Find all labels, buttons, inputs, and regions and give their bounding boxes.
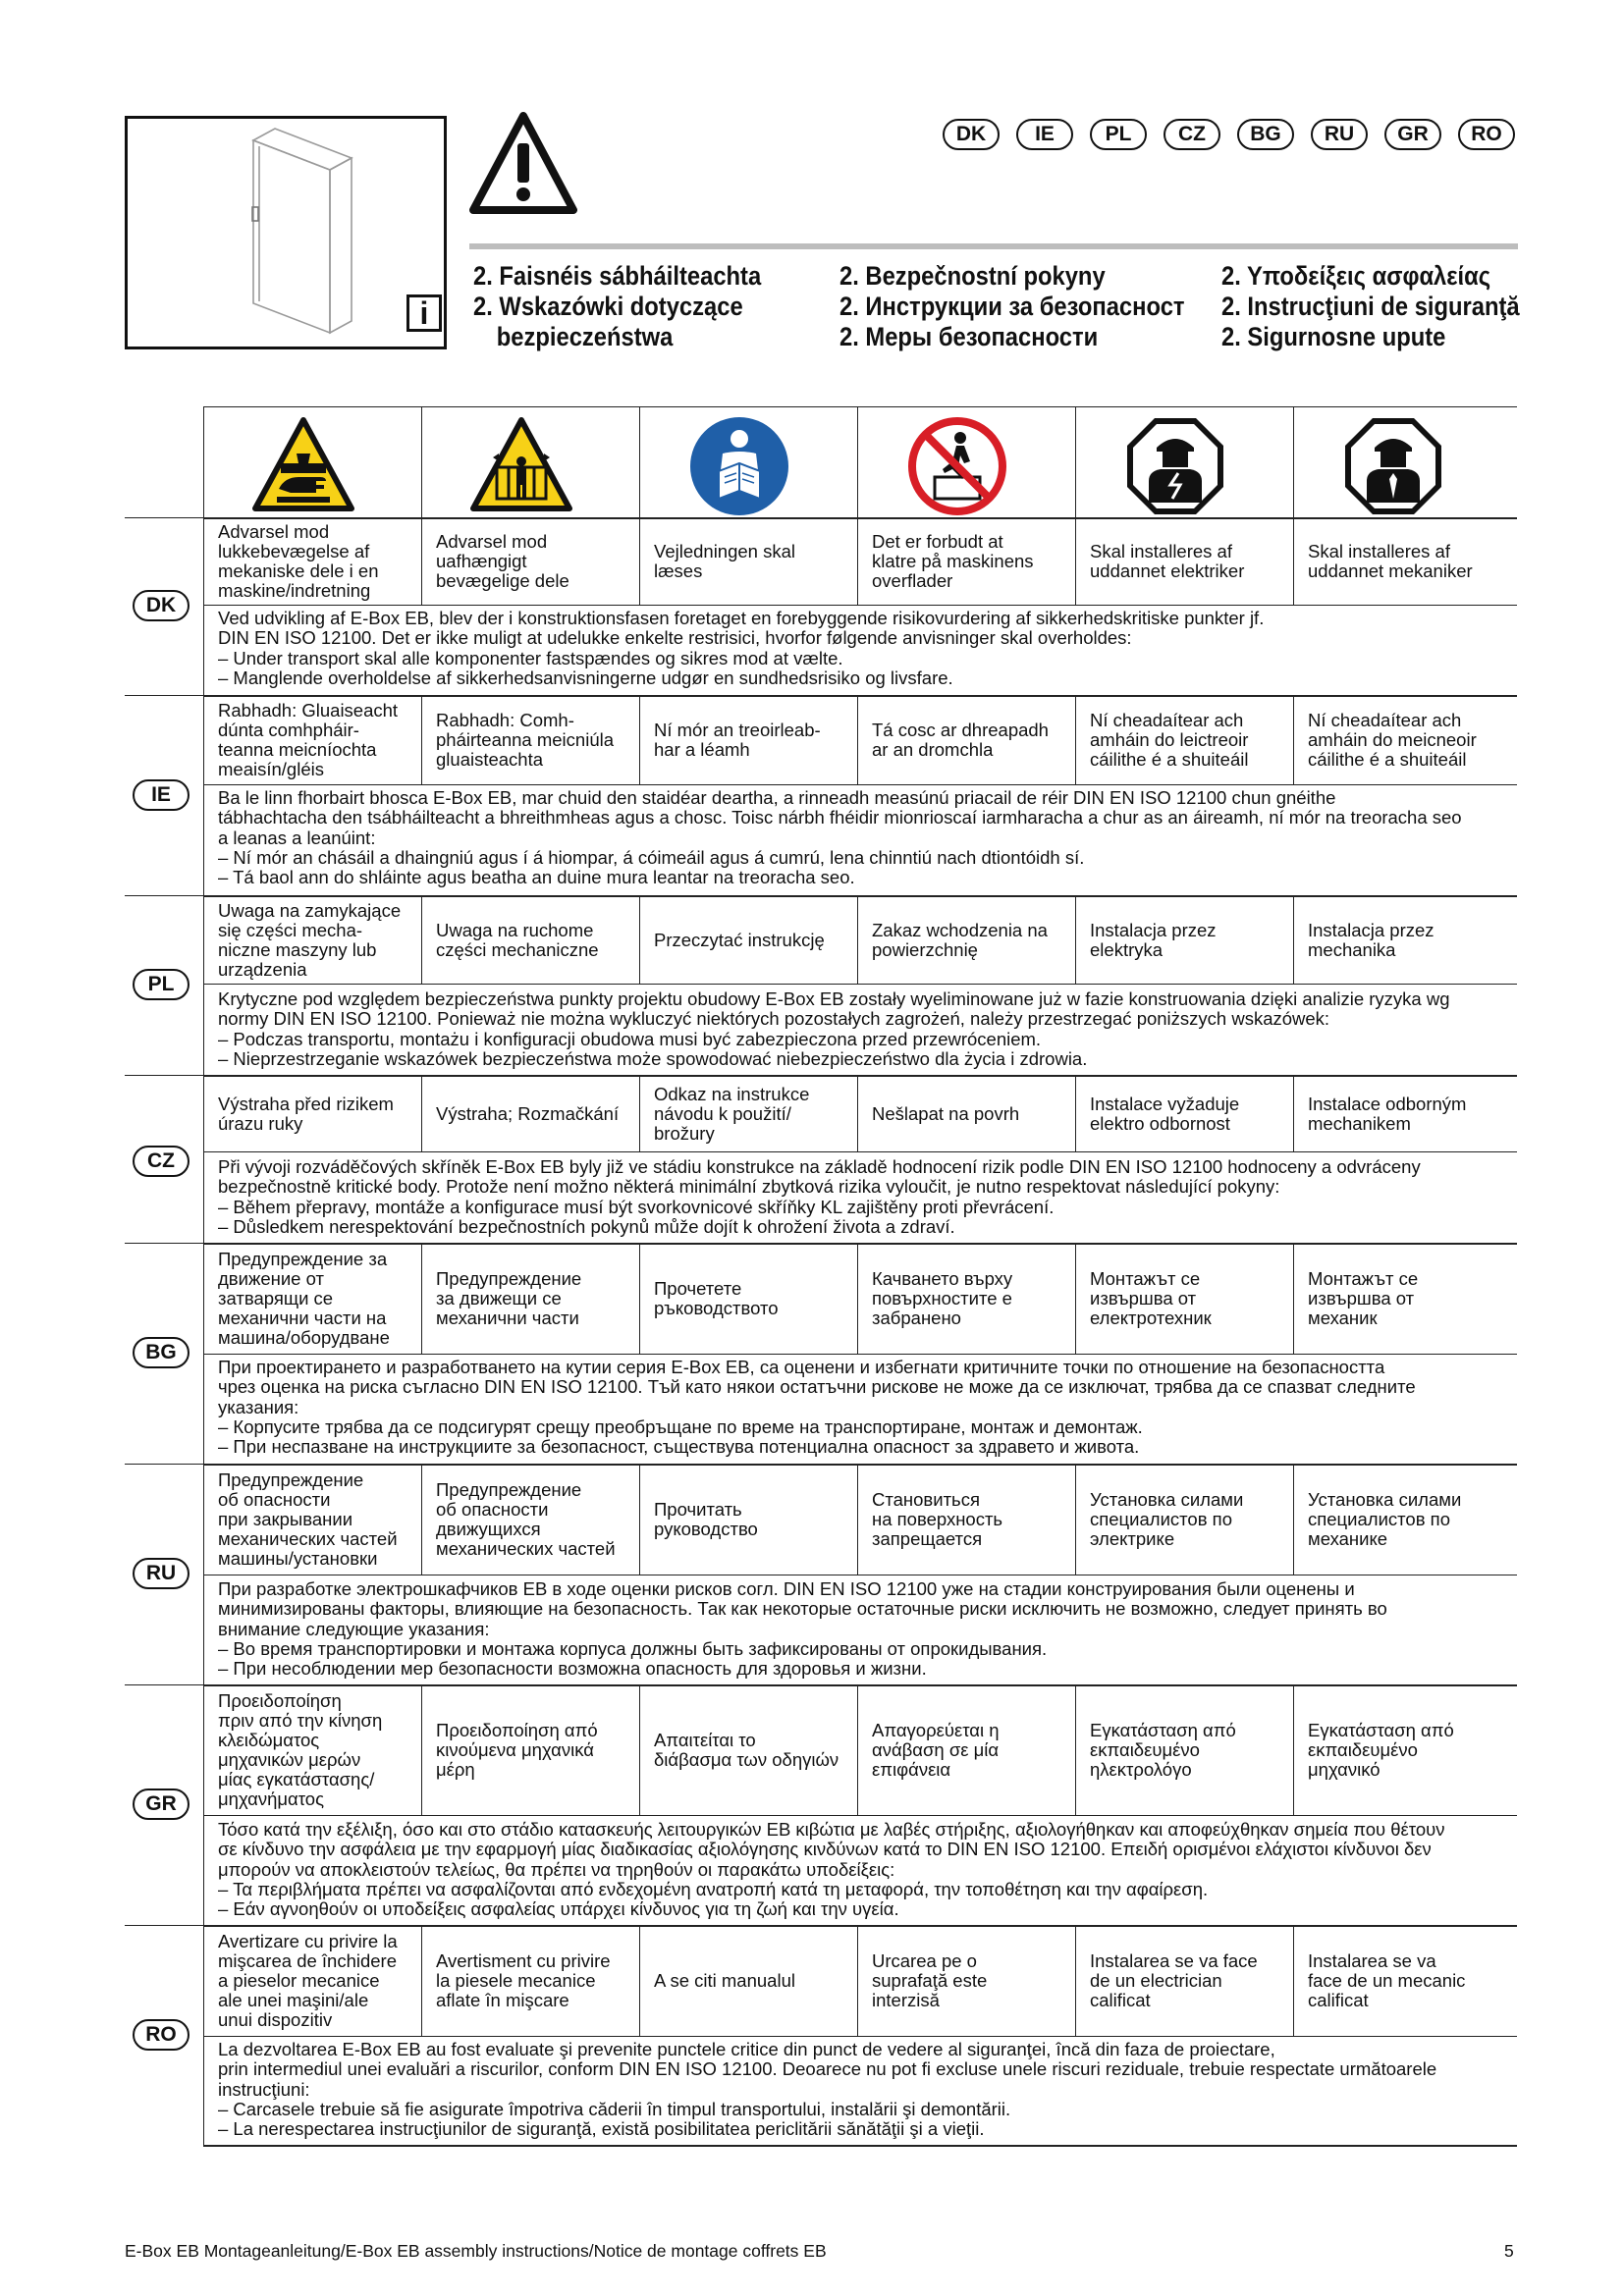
bg-cell-4: Качването върху повърхностите е забранено — [872, 1268, 1013, 1328]
title-pl: 2. Wskazówki dotyczące — [473, 292, 743, 321]
pl-cell-6: Instalacja przez mechanika — [1308, 919, 1435, 960]
pl-cell-5: Instalacja przez elektryka — [1090, 919, 1217, 960]
ru-text: При разработке электрошкафчиков EB в ходе оценки рисков согл. DIN EN ISO 12100 уже на стадии конструирования были оценены и минимизированы факторы, влияющие на безопасность. Так как некоторые остаточные риски исключить не возможно, следует принять во внимание следующие указания: – Во время транспортировки и монтажа корпуса должны быть зафиксированы от опрокидывания. – При несоблюдении мер безопасности возможна опасность для здоровья и жизни. — [218, 1578, 1387, 1680]
pl-cell-1: Uwaga na zamykające się części mecha- niczne maszyny lub urządzenia — [218, 899, 402, 980]
title-gr: 2. Υποδείξεις ασφαλείας — [1221, 261, 1491, 291]
gr-cell-3: Απαιτείται το διάβασμα των οδηγιών — [654, 1730, 839, 1770]
page-number: 5 — [1504, 2241, 1514, 2261]
title-ga: 2. Faisnéis sábháilteachta — [473, 261, 762, 291]
ie-cell-5: Ní cheadaítear ach amháin do leictreoir cáilithe é a shuiteáil — [1090, 710, 1249, 770]
cz-cell-2: Výstraha; Rozmačkání — [436, 1102, 620, 1124]
lang-badge-pl: PL — [1090, 119, 1147, 150]
cz-text: Při vývoji rozváděčových skříněk E-Box EB byly již ve stádiu konstrukce na základě hodnocení rizik podle DIN EN ISO 12100 hodnoceny a odvráceny bezpečnostně kritické body. Protože není možno některá minimální zbytková rizika vyloučit, je nutno respektovat následující pokyny: – Během přepravy, montáže a konfigurace musí být svorkovnicové skříňky KL zajištěny proti převrácení. – Důsledkem nerespektování bezpečnostních pokynů může dojít k ohrožení života a zdraví. — [218, 1156, 1421, 1237]
title-column-1 — [473, 261, 761, 352]
title-pl-cont: bezpieczeństwa — [496, 322, 674, 351]
ie-cell-4: Tá cosc ar dhreapadh ar an dromchla — [872, 720, 1049, 760]
gr-cell-5: Εγκατάσταση από εκπαιδευμένο ηλεκτρολόγο — [1090, 1720, 1236, 1780]
cz-cell-6: Instalace odborným mechanikem — [1308, 1093, 1467, 1134]
cabinet-icon — [128, 119, 444, 347]
gr-cell-2: Προειδοποίηση από κινούμενα μηχανικά μέρη — [436, 1720, 598, 1780]
section-badge-dk: DK — [133, 590, 189, 621]
cz-cell-3: Odkaz na instrukce návodu k použití/ brožury — [654, 1083, 810, 1144]
crush-hand-warning-icon — [249, 412, 357, 520]
ro-cell-3: A se citi manualul — [654, 1970, 795, 1991]
dk-cell-4: Det er forbudt at klatre på maskinens overflader — [872, 531, 1034, 591]
ie-cell-2: Rabhadh: Comh- pháirteanna meicniúla gluaisteachta — [436, 710, 615, 770]
section-badge-pl: PL — [133, 969, 189, 1000]
bg-cell-2: Предупреждение за движещи се механични части — [436, 1268, 582, 1328]
ro-cell-5: Instalarea se va face de un electrician calificat — [1090, 1950, 1258, 2010]
lang-badge-gr: GR — [1384, 119, 1441, 150]
ie-cell-3: Ní mór an treoirleab- har a léamh — [654, 720, 821, 760]
ro-cell-1: Avertizare cu privire la mişcarea de închidere a pieselor mecanice ale unei maşini/ale unui dispozitiv — [218, 1931, 398, 2030]
ro-text: La dezvoltarea E-Box EB au fost evaluate şi prevenite punctele critice din punct de vedere al siguranţei, încă din faza de proiectare, prin intermediul unei evaluări a riscurilor, conform DIN EN ISO 12100. Deoarece nu pot fi excluse unele riscuri reziduale, trebuie respectate următoarele instrucţiuni: – Carcasele trebuie să fie asigurate împotriva căderii în timpul transportului, instalării şi demontării. – La nerespectarea instrucţiunilor de siguranţă, există posibilitatea periclitării sănătăţii şi a vieţii. — [218, 2039, 1437, 2140]
section-badge-gr: GR — [133, 1789, 189, 1820]
title-cz: 2. Bezpečnostní pokyny — [839, 261, 1106, 291]
lang-badge-bg: BG — [1237, 119, 1294, 150]
lang-badge-cz: CZ — [1164, 119, 1220, 150]
pl-cell-2: Uwaga na ruchome części mechaniczne — [436, 919, 599, 960]
title-ru: 2. Меры безопасности — [839, 322, 1099, 351]
gr-cell-4: Απαγορεύεται η ανάβαση σε μία επιφάνεια — [872, 1720, 1000, 1780]
gr-text: Τόσο κατά την εξέλιξη, όσο και στο στάδιο κατασκευής λειτουργικών EB κιβώτια με λαβές στήριξης, αξιολογήθηκαν και αποφεύχθηκαν σημεία που θέτουν σε κίνδυνο την ασφάλεια με την εφαρμογή μίας διαδικασίας αξιολόγησης κινδύνων κατά το DIN EN ISO 12100. Επειδή ορισμένοι ελάχιστοι κίνδυνοι δεν μπορούν να αποκλειστούν τελείως, θα πρέπει να τηρηθούν οι παρακάτω υποδείξεις: – Τα περιβλήματα πρέπει να ασφαλίζονται από ενδεχομένη ανατροπή κατά τη μεταφορά, την τοποθέτηση και την αφαίρεση. – Εάν αγνοηθούν οι υποδείξεις ασφαλείας υπάρχει κίνδυνος για τη ζωή και την υγεία. — [218, 1819, 1445, 1920]
info-icon: i — [406, 294, 442, 332]
ro-cell-6: Instalarea se va face de un mecanic calificat — [1308, 1950, 1466, 2010]
title-column-2 — [839, 261, 1185, 352]
dk-cell-5: Skal installeres af uddannet elektriker — [1090, 541, 1245, 581]
ru-cell-5: Установка силами специалистов по электрике — [1090, 1489, 1244, 1549]
dk-cell-1: Advarsel mod lukkebevægelse af mekaniske dele i en maskine/indretning — [218, 521, 379, 601]
general-warning-icon — [469, 110, 577, 218]
bg-cell-1: Предупреждение за движение от затварящи се механични части на машина/оборудване — [218, 1249, 390, 1348]
cz-cell-4: Nešlapat na povrh — [872, 1102, 1020, 1124]
pl-text: Krytyczne pod względem bezpieczeństwa punkty projektu obudowy E-Box EB zostały wyeliminowane już w fazie konstruowania dzięki analizie ryzyka wg normy DIN EN ISO 12100. Ponieważ nie można wykluczyć niektórych pozostałych zagrożeń, należy przestrzegać poniższych wskazówek: – Podczas transportu, montażu i konfiguracji obudowa musi być zabezpieczona przed przewróceniem. – Nieprzestrzeganie wskazówek bezpieczeństwa może spowodować niebezpieczeństwo dla życia i zdrowia. — [218, 988, 1450, 1069]
cz-cell-5: Instalace vyžaduje elektro odbornost — [1090, 1093, 1240, 1134]
title-ro: 2. Instrucţiuni de siguranţă — [1221, 292, 1520, 321]
title-hr: 2. Sigurnosne upute — [1221, 322, 1446, 351]
lang-badge-ie: IE — [1016, 119, 1073, 150]
bg-cell-6: Монтажът се извършва от механик — [1308, 1268, 1419, 1328]
dk-cell-3: Vejledningen skal læses — [654, 541, 795, 581]
mechanic-icon — [1339, 412, 1447, 520]
dk-cell-2: Advarsel mod uafhængigt bevægelige dele — [436, 531, 569, 591]
read-manual-icon — [685, 412, 793, 520]
section-badge-ru: RU — [133, 1558, 189, 1589]
section-badge-ro: RO — [133, 2019, 189, 2051]
gr-cell-6: Εγκατάσταση από εκπαιδευμένο μηχανικό — [1308, 1720, 1454, 1780]
ro-cell-4: Urcarea pe o suprafaţă este interzisă — [872, 1950, 988, 2010]
moving-parts-warning-icon — [467, 412, 575, 520]
bg-cell-3: Прочетете ръководството — [654, 1278, 779, 1318]
ie-cell-6: Ní cheadaítear ach amháin do meicneoir cáilithe é a shuiteáil — [1308, 710, 1477, 770]
section-badge-ie: IE — [133, 779, 189, 811]
ru-cell-1: Предупреждение об опасности при закрывании механических частей машины/установки — [218, 1469, 398, 1569]
footer-title: E-Box EB Montageanleitung/E-Box EB assembly instructions/Notice de montage coffrets EB — [125, 2241, 827, 2261]
bg-cell-5: Монтажът се извършва от електротехник — [1090, 1268, 1212, 1328]
pl-cell-3: Przeczytać instrukcję — [654, 929, 825, 950]
section-badge-cz: CZ — [133, 1146, 189, 1177]
title-column-3 — [1221, 261, 1520, 352]
ie-cell-1: Rabhadh: Gluaiseacht dúnta comhpháir- teanna meicníochta meaisín/gléis — [218, 700, 399, 779]
dk-cell-6: Skal installeres af uddannet mekaniker — [1308, 541, 1473, 581]
section-badge-bg: BG — [133, 1337, 189, 1368]
title-bg: 2. Инструкции за безопасност — [839, 292, 1185, 321]
gr-cell-1: Προειδοποίηση πριν από την κίνηση κλειδώματος μηχανικών μερών μίας εγκατάστασης/ μηχανήματος — [218, 1690, 383, 1809]
cz-cell-1: Výstraha před rizikem úrazu ruky — [218, 1093, 394, 1134]
ie-text: Ba le linn fhorbairt bhosca E-Box EB, mar chuid den staidéar deartha, a rinneadh measúnú priacail de réir DIN EN ISO 12100 chun gnéithe tábhachtacha den tsábháilteacht a bhreithmheas agus a chosc. Toisc nárbh fhéidir mionrioscaí iarmharacha a chur as an áireamh, ní mór na treoracha seo a leanas a leanúint: – Ní mór an chásáil a dhaingniú agus í á hiompar, á cóimeáil agus á cumrú, lena chinntiú nach dtiontóidh sí. – Tá baol ann do shláinte agus beatha an duine mura leantar na treoracha seo. — [218, 787, 1462, 888]
no-climbing-icon — [903, 412, 1011, 520]
bg-text: При проектирането и разработването на кутии серия E-Box EB, са оценени и избегнати критичните точки по отношение на безопасността чрез оценка на риска съгласно DIN EN ISO 12100. Тъй като някои остатъчни рискове не може да се изключат, трябва да се спазват следните указания: – Корпусите трябва да се подсигурят срещу преобръщане по време на транспортиране, монтаж и демонтаж. – При неспазване на инструкциите за безопасност, съществува потенциална опасност за здравето и живота. — [218, 1357, 1416, 1458]
lang-badge-dk: DK — [943, 119, 1000, 150]
cabinet-illustration-box — [125, 116, 447, 349]
header-rule — [469, 243, 1518, 249]
lang-badge-ru: RU — [1311, 119, 1368, 150]
ru-cell-3: Прочитать руководство — [654, 1499, 758, 1539]
pl-cell-4: Zakaz wchodzenia na powierzchnię — [872, 919, 1048, 960]
ru-cell-2: Предупреждение об опасности движущихся механических частей — [436, 1479, 616, 1559]
ro-cell-2: Avertisment cu privire la piesele mecanice aflate în mişcare — [436, 1950, 611, 2010]
ru-cell-4: Становиться на поверхность запрещается — [872, 1489, 1003, 1549]
lang-badge-ro: RO — [1458, 119, 1515, 150]
dk-text: Ved udvikling af E-Box EB, blev der i konstruktionsfasen foretaget en forebyggende risikovurdering af sikkerhedskritiske punkter jf. DIN EN ISO 12100. Det er ikke muligt at udelukke enkelte restrisici, hvorfor følgende anvisninger skal overholdes: – Under transport skal alle komponenter fastspændes og sikres mod at vælte. – Manglende overholdelse af sikkerhedsanvisningerne udgør en sundhedsrisiko og livsfare. — [218, 608, 1265, 688]
electrician-icon — [1121, 412, 1229, 520]
ru-cell-6: Установка силами специалистов по механике — [1308, 1489, 1462, 1549]
